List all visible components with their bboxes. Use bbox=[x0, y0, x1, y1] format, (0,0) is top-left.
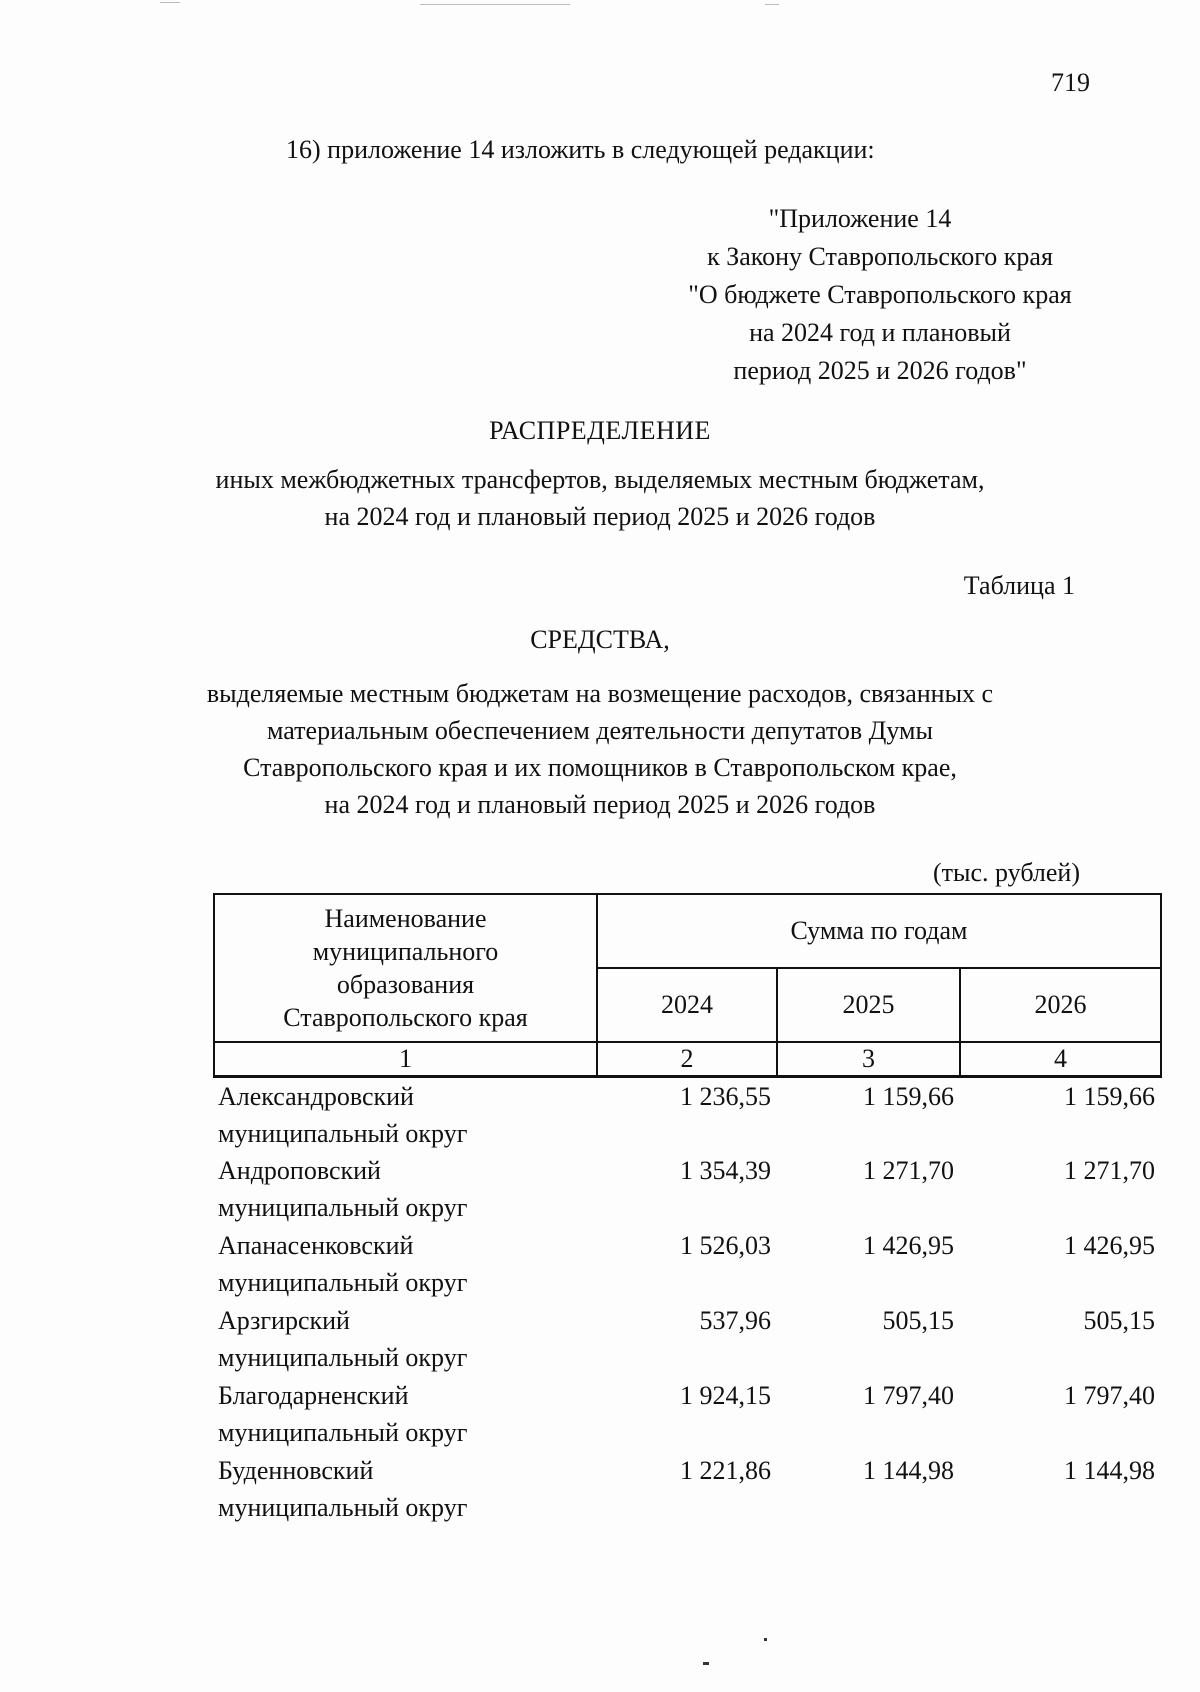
value-2024: 1 236,55 bbox=[680, 1082, 771, 1111]
table-subtitle-line: материальным обеспечением деятельности депутатов Думы bbox=[267, 716, 933, 745]
value-2024: 537,96 bbox=[699, 1306, 771, 1335]
value-2026: 1 426,95 bbox=[1064, 1231, 1156, 1260]
column-number: 3 bbox=[777, 1042, 960, 1077]
sum-by-year-header: Сумма по годам bbox=[597, 894, 1161, 968]
name-line: Арзгирский bbox=[218, 1306, 350, 1335]
table-row bbox=[214, 1077, 1161, 1153]
year-header-2025: 2025 bbox=[777, 968, 960, 1042]
amendment-instruction: 16) приложение 14 изложить в следующей редакции: bbox=[286, 135, 875, 164]
value-2025: 1 271,70 bbox=[863, 1156, 954, 1185]
appendix-line: на 2024 год и плановый bbox=[749, 318, 1011, 347]
name-line: муниципальный округ bbox=[218, 1418, 468, 1447]
value-2026: 1 271,70 bbox=[1064, 1156, 1156, 1185]
column-number: 2 bbox=[597, 1042, 777, 1077]
units-label: (тыс. рублей) bbox=[932, 858, 1080, 887]
municipality-name bbox=[214, 1452, 597, 1527]
value-2025: 1 426,95 bbox=[863, 1231, 954, 1260]
value-2024: 1 924,15 bbox=[680, 1381, 771, 1410]
table-row bbox=[214, 1227, 1161, 1302]
year-header-2026: 2026 bbox=[960, 968, 1161, 1042]
table-row bbox=[214, 1152, 1161, 1227]
municipality-name bbox=[214, 1377, 597, 1452]
appendix-line: "О бюджете Ставропольского края bbox=[688, 280, 1072, 309]
header-line: образования bbox=[336, 970, 475, 999]
name-line: Апанасенковский bbox=[218, 1231, 414, 1260]
header-line: Наименование bbox=[324, 904, 487, 933]
scan-speck bbox=[703, 1662, 709, 1665]
value-2026: 1 797,40 bbox=[1064, 1381, 1156, 1410]
name-line: Благодарненский bbox=[218, 1381, 409, 1410]
name-line: муниципальный округ bbox=[218, 1343, 468, 1372]
scan-mark bbox=[420, 4, 570, 5]
value-2024: 1 221,86 bbox=[680, 1456, 771, 1485]
municipality-name bbox=[214, 1227, 597, 1302]
name-line: Александровский bbox=[218, 1082, 414, 1111]
table-row bbox=[214, 1377, 1161, 1452]
header-line: Ставропольского края bbox=[283, 1003, 528, 1032]
name-line: Андроповский bbox=[218, 1156, 381, 1185]
appendix-line: "Приложение 14 bbox=[768, 204, 952, 233]
scan-mark bbox=[160, 2, 180, 3]
value-2025: 1 144,98 bbox=[863, 1456, 954, 1485]
table-row bbox=[214, 1452, 1161, 1527]
name-line: муниципальный округ bbox=[218, 1119, 468, 1148]
name-line: муниципальный округ bbox=[218, 1268, 468, 1297]
header-line: муниципального bbox=[312, 937, 499, 966]
table-subtitle-line: на 2024 год и плановый период 2025 и 2026 годов bbox=[324, 790, 876, 819]
document-heading: РАСПРЕДЕЛЕНИЕ bbox=[489, 416, 711, 445]
year-header-2024: 2024 bbox=[597, 968, 777, 1042]
value-2024: 1 354,39 bbox=[680, 1156, 771, 1185]
table-subtitle bbox=[0, 675, 1200, 823]
value-2025: 1 159,66 bbox=[863, 1082, 954, 1111]
value-2026: 1 159,66 bbox=[1064, 1082, 1156, 1111]
value-2026: 1 144,98 bbox=[1064, 1456, 1156, 1485]
table-label: Таблица 1 bbox=[963, 571, 1075, 600]
document-subtitle bbox=[0, 461, 1200, 535]
value-2024: 1 526,03 bbox=[680, 1231, 771, 1260]
value-2025: 1 797,40 bbox=[863, 1381, 954, 1410]
scan-mark bbox=[765, 4, 779, 5]
appendix-line: к Закону Ставропольского края bbox=[707, 242, 1053, 271]
municipality-name bbox=[214, 1302, 597, 1377]
appendix-reference bbox=[600, 200, 1160, 390]
table-row bbox=[214, 1302, 1161, 1377]
value-2026: 505,15 bbox=[1083, 1306, 1156, 1335]
page-number: 719 bbox=[1051, 68, 1090, 97]
value-2025: 505,15 bbox=[882, 1306, 954, 1335]
name-line: муниципальный округ bbox=[218, 1193, 468, 1222]
table-heading: СРЕДСТВА, bbox=[530, 625, 670, 654]
column-number: 4 bbox=[960, 1042, 1161, 1077]
scan-speck bbox=[764, 1638, 767, 1641]
name-line: муниципальный округ bbox=[218, 1493, 468, 1522]
appendix-line: период 2025 и 2026 годов" bbox=[733, 356, 1027, 385]
municipality-name bbox=[214, 1077, 597, 1153]
subtitle-line: на 2024 год и плановый период 2025 и 2026 годов bbox=[324, 502, 876, 531]
subtitle-line: иных межбюджетных трансфертов, выделяемых местным бюджетам, bbox=[215, 465, 985, 494]
table-subtitle-line: Ставропольского края и их помощников в Ставропольском крае, bbox=[243, 753, 957, 782]
municipality-name bbox=[214, 1152, 597, 1227]
allocation-table bbox=[213, 893, 1162, 1527]
municipality-column-header bbox=[214, 894, 597, 1042]
name-line: Буденновский bbox=[218, 1456, 374, 1485]
table-subtitle-line: выделяемые местным бюджетам на возмещение расходов, связанных с bbox=[206, 679, 994, 708]
column-number: 1 bbox=[214, 1042, 597, 1077]
